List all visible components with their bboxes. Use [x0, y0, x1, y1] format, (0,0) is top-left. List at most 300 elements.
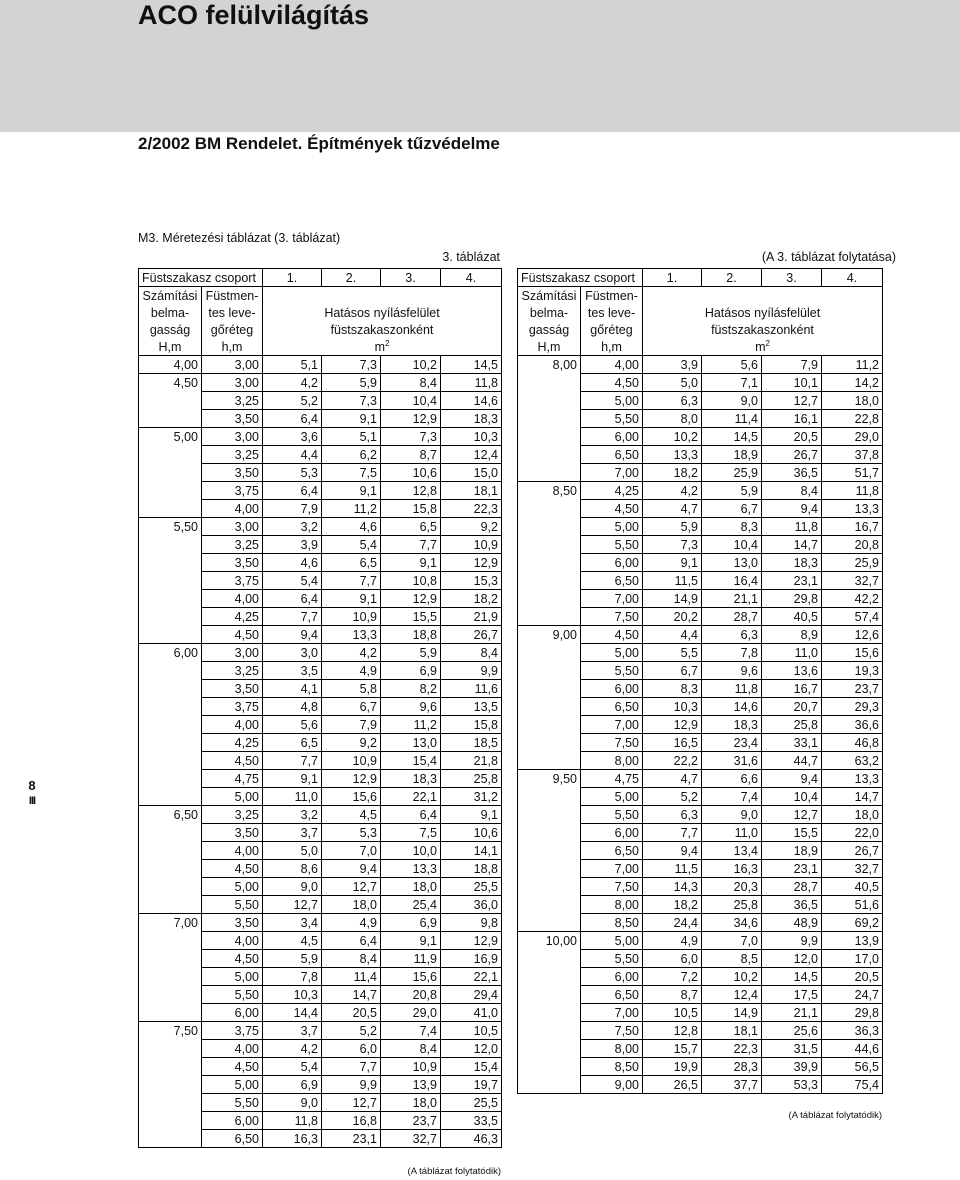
smoke-layer-cell: 3,50	[202, 410, 263, 428]
area-cell: 5,0	[643, 374, 702, 392]
table-row	[518, 1040, 883, 1058]
area-cell: 14,7	[322, 986, 381, 1004]
area-cell: 15,4	[381, 752, 441, 770]
height-cell: 9,00	[518, 626, 581, 644]
area-cell: 6,9	[381, 662, 441, 680]
area-cell: 11,2	[381, 716, 441, 734]
smoke-layer-cell: 8,50	[581, 1058, 643, 1076]
height-cell	[139, 770, 202, 788]
table-row	[139, 680, 502, 698]
area-cell: 6,5	[381, 518, 441, 536]
area-cell: 12,0	[441, 1040, 502, 1058]
table-row	[518, 518, 883, 536]
dimensioning-table-right	[517, 268, 883, 1094]
smoke-layer-cell: 3,25	[202, 536, 263, 554]
left-table-footnote: (A táblázat folytatódik)	[407, 1166, 501, 1177]
height-cell	[139, 1058, 202, 1076]
area-cell: 6,2	[322, 446, 381, 464]
col2-header-line: Füstmen-	[581, 287, 643, 305]
area-cell: 8,7	[643, 986, 702, 1004]
height-cell	[518, 554, 581, 572]
smoke-layer-cell: 6,50	[202, 1130, 263, 1148]
area-cell: 10,9	[322, 608, 381, 626]
height-cell	[518, 842, 581, 860]
area-cell: 18,9	[702, 446, 762, 464]
height-cell	[518, 860, 581, 878]
area-cell: 7,7	[322, 572, 381, 590]
area-cell: 26,7	[441, 626, 502, 644]
table-row	[139, 410, 502, 428]
table-row	[139, 752, 502, 770]
table-row	[518, 356, 883, 374]
table-row	[518, 554, 883, 572]
area-cell: 14,2	[822, 374, 883, 392]
area-cell: 9,9	[322, 1076, 381, 1094]
smoke-layer-cell: 5,00	[581, 788, 643, 806]
area-cell: 4,9	[643, 932, 702, 950]
table-row	[139, 518, 502, 536]
col1-header-line: gasság	[139, 321, 202, 338]
area-cell: 4,9	[322, 914, 381, 932]
smoke-layer-cell: 3,75	[202, 482, 263, 500]
area-cell: 18,2	[441, 590, 502, 608]
table-row	[518, 770, 883, 788]
column-header-row	[139, 287, 502, 305]
height-cell	[518, 374, 581, 392]
table-row	[139, 1076, 502, 1094]
area-cell: 29,0	[822, 428, 883, 446]
area-cell: 29,3	[822, 698, 883, 716]
smoke-layer-cell: 3,75	[202, 572, 263, 590]
area-cell: 23,1	[322, 1130, 381, 1148]
col2-header-line: h,m	[581, 338, 643, 356]
area-cell: 3,9	[643, 356, 702, 374]
height-cell	[518, 878, 581, 896]
table-row	[518, 590, 883, 608]
height-cell	[139, 788, 202, 806]
area-cell: 4,6	[263, 554, 322, 572]
group-header-row	[139, 269, 502, 287]
smoke-layer-cell: 6,00	[581, 428, 643, 446]
smoke-layer-cell: 4,50	[581, 374, 643, 392]
col1-header-line: belma-	[139, 304, 202, 321]
smoke-layer-cell: 4,25	[581, 482, 643, 500]
smoke-layer-cell: 3,00	[202, 374, 263, 392]
area-cell: 20,5	[822, 968, 883, 986]
group-header-col: 2.	[702, 269, 762, 287]
area-cell: 11,0	[702, 824, 762, 842]
area-cell: 13,0	[702, 554, 762, 572]
area-cell: 10,1	[762, 374, 822, 392]
area-cell: 37,8	[822, 446, 883, 464]
area-cell: 7,8	[702, 644, 762, 662]
area-cell: 44,6	[822, 1040, 883, 1058]
area-cell: 6,4	[381, 806, 441, 824]
area-cell: 40,5	[822, 878, 883, 896]
area-cell: 6,5	[263, 734, 322, 752]
area-cell: 13,9	[822, 932, 883, 950]
area-cell: 9,4	[322, 860, 381, 878]
height-cell	[139, 1076, 202, 1094]
area-cell: 33,1	[762, 734, 822, 752]
area-cell: 16,7	[822, 518, 883, 536]
area-cell: 4,1	[263, 680, 322, 698]
area-cell: 16,3	[702, 860, 762, 878]
table-row	[518, 950, 883, 968]
area-cell: 21,1	[762, 1004, 822, 1022]
area-cell: 23,7	[822, 680, 883, 698]
area-cell: 5,1	[322, 428, 381, 446]
smoke-layer-cell: 3,25	[202, 446, 263, 464]
table-row	[518, 1058, 883, 1076]
area-cell: 4,4	[643, 626, 702, 644]
area-cell: 18,2	[643, 464, 702, 482]
group-header-label: Füstszakasz csoport	[518, 269, 643, 287]
area-cell: 12,9	[643, 716, 702, 734]
area-cell: 18,1	[702, 1022, 762, 1040]
height-cell	[139, 734, 202, 752]
table-row	[518, 878, 883, 896]
area-cell: 7,5	[381, 824, 441, 842]
area-cell: 10,4	[762, 788, 822, 806]
area-cell: 6,3	[702, 626, 762, 644]
area-cell: 8,3	[643, 680, 702, 698]
table-row	[139, 896, 502, 914]
area-header-line: füstszakaszonként	[263, 321, 502, 338]
area-cell: 11,8	[702, 680, 762, 698]
smoke-layer-cell: 8,00	[581, 1040, 643, 1058]
area-cell: 3,7	[263, 824, 322, 842]
height-cell	[518, 752, 581, 770]
smoke-layer-cell: 5,50	[202, 1094, 263, 1112]
area-cell: 15,6	[322, 788, 381, 806]
table-row	[139, 716, 502, 734]
table-row	[518, 860, 883, 878]
area-cell: 10,3	[263, 986, 322, 1004]
area-cell: 5,4	[263, 572, 322, 590]
table-row	[139, 914, 502, 932]
area-cell: 5,2	[643, 788, 702, 806]
area-cell: 5,6	[263, 716, 322, 734]
table-row	[518, 536, 883, 554]
smoke-layer-cell: 5,00	[581, 518, 643, 536]
height-cell	[139, 932, 202, 950]
col2-header-line: tes leve-	[581, 304, 643, 321]
area-cell: 31,6	[702, 752, 762, 770]
area-cell: 7,7	[263, 752, 322, 770]
area-cell: 7,9	[762, 356, 822, 374]
table-row	[518, 572, 883, 590]
area-cell: 25,8	[762, 716, 822, 734]
area-cell: 13,0	[381, 734, 441, 752]
height-cell	[139, 950, 202, 968]
area-cell: 10,9	[441, 536, 502, 554]
area-cell: 20,5	[322, 1004, 381, 1022]
table-row	[518, 896, 883, 914]
table-row	[139, 374, 502, 392]
area-cell: 7,4	[702, 788, 762, 806]
area-cell: 32,7	[822, 860, 883, 878]
area-cell: 5,4	[263, 1058, 322, 1076]
area-cell: 25,4	[381, 896, 441, 914]
height-cell	[518, 446, 581, 464]
height-cell	[139, 464, 202, 482]
table-row	[518, 788, 883, 806]
height-cell	[139, 590, 202, 608]
area-cell: 15,4	[441, 1058, 502, 1076]
smoke-layer-cell: 4,50	[202, 1058, 263, 1076]
area-cell: 7,1	[702, 374, 762, 392]
smoke-layer-cell: 7,50	[581, 1022, 643, 1040]
smoke-layer-cell: 8,00	[581, 896, 643, 914]
right-table-caption: (A 3. táblázat folytatása)	[761, 250, 896, 264]
area-cell: 46,8	[822, 734, 883, 752]
area-cell: 9,0	[702, 806, 762, 824]
area-cell: 6,5	[322, 554, 381, 572]
area-cell: 19,7	[441, 1076, 502, 1094]
area-cell: 29,0	[381, 1004, 441, 1022]
area-cell: 12,7	[322, 878, 381, 896]
area-cell: 12,4	[702, 986, 762, 1004]
smoke-layer-cell: 6,00	[202, 1004, 263, 1022]
area-cell: 5,9	[322, 374, 381, 392]
table-row	[139, 986, 502, 1004]
column-header-row	[139, 321, 502, 338]
smoke-layer-cell: 7,00	[581, 464, 643, 482]
side-page-number: 8	[28, 778, 36, 793]
area-cell: 20,8	[381, 986, 441, 1004]
area-cell: 21,9	[441, 608, 502, 626]
area-cell: 14,7	[762, 536, 822, 554]
smoke-layer-cell: 5,50	[581, 950, 643, 968]
area-cell: 25,6	[762, 1022, 822, 1040]
table-row	[518, 806, 883, 824]
area-cell: 22,3	[441, 500, 502, 518]
table-row	[139, 950, 502, 968]
area-cell: 7,8	[263, 968, 322, 986]
area-cell: 7,3	[381, 428, 441, 446]
header-band	[0, 0, 960, 132]
area-cell: 26,7	[822, 842, 883, 860]
area-cell: 16,8	[322, 1112, 381, 1130]
area-cell: 6,4	[263, 410, 322, 428]
height-cell	[518, 1076, 581, 1094]
area-cell: 9,1	[643, 554, 702, 572]
smoke-layer-cell: 5,00	[202, 878, 263, 896]
area-cell: 10,9	[381, 1058, 441, 1076]
area-cell: 25,8	[702, 896, 762, 914]
table-row	[139, 860, 502, 878]
area-cell: 7,0	[702, 932, 762, 950]
area-cell: 8,4	[381, 374, 441, 392]
area-cell: 6,3	[643, 392, 702, 410]
table-row	[139, 968, 502, 986]
area-cell: 37,7	[702, 1076, 762, 1094]
area-cell: 6,4	[322, 932, 381, 950]
unit-label: m	[755, 339, 766, 354]
area-cell: 9,1	[263, 770, 322, 788]
smoke-layer-cell: 4,00	[202, 500, 263, 518]
area-cell: 32,7	[822, 572, 883, 590]
left-table-caption: 3. táblázat	[442, 250, 500, 264]
area-cell: 7,7	[263, 608, 322, 626]
area-cell: 9,2	[322, 734, 381, 752]
area-cell: 28,7	[762, 878, 822, 896]
smoke-layer-cell: 3,00	[202, 644, 263, 662]
area-cell: 7,3	[643, 536, 702, 554]
area-cell: 7,2	[643, 968, 702, 986]
height-cell	[139, 680, 202, 698]
column-header-row	[518, 287, 883, 305]
group-header-col: 3.	[762, 269, 822, 287]
area-cell: 4,2	[322, 644, 381, 662]
table-row	[518, 932, 883, 950]
area-cell: 21,1	[702, 590, 762, 608]
area-cell: 41,0	[441, 1004, 502, 1022]
table-row	[139, 392, 502, 410]
smoke-layer-cell: 3,50	[202, 680, 263, 698]
area-cell: 12,9	[441, 932, 502, 950]
table-row	[518, 1022, 883, 1040]
table-row	[139, 644, 502, 662]
height-cell	[518, 734, 581, 752]
smoke-layer-cell: 5,50	[202, 986, 263, 1004]
column-header-row	[518, 338, 883, 356]
area-cell: 8,9	[762, 626, 822, 644]
group-header-col: 3.	[381, 269, 441, 287]
area-cell: 18,3	[702, 716, 762, 734]
smoke-layer-cell: 8,00	[581, 752, 643, 770]
area-cell: 8,4	[381, 1040, 441, 1058]
area-cell: 9,0	[702, 392, 762, 410]
area-cell: 8,5	[702, 950, 762, 968]
smoke-layer-cell: 4,50	[202, 626, 263, 644]
area-cell: 4,5	[263, 932, 322, 950]
right-table-body	[518, 356, 883, 1094]
area-cell: 7,0	[322, 842, 381, 860]
area-cell: 9,1	[322, 482, 381, 500]
area-cell: 11,5	[643, 572, 702, 590]
area-cell: 18,8	[381, 626, 441, 644]
area-cell: 69,2	[822, 914, 883, 932]
area-cell: 23,4	[702, 734, 762, 752]
table-row	[139, 1004, 502, 1022]
area-cell: 5,9	[263, 950, 322, 968]
area-cell: 14,7	[822, 788, 883, 806]
height-cell: 6,50	[139, 806, 202, 824]
smoke-layer-cell: 3,25	[202, 806, 263, 824]
smoke-layer-cell: 4,00	[202, 1040, 263, 1058]
area-cell: 11,0	[263, 788, 322, 806]
height-cell: 5,50	[139, 518, 202, 536]
area-cell: 25,5	[441, 878, 502, 896]
table-row	[518, 914, 883, 932]
area-cell: 15,0	[441, 464, 502, 482]
area-cell: 12,0	[762, 950, 822, 968]
area-cell: 5,1	[263, 356, 322, 374]
area-cell: 46,3	[441, 1130, 502, 1148]
area-cell: 63,2	[822, 752, 883, 770]
table-row	[139, 788, 502, 806]
area-cell: 5,3	[322, 824, 381, 842]
group-header-label: Füstszakasz csoport	[139, 269, 263, 287]
area-cell: 25,5	[441, 1094, 502, 1112]
area-cell: 14,9	[702, 1004, 762, 1022]
area-cell: 3,2	[263, 806, 322, 824]
height-cell	[518, 518, 581, 536]
area-cell: 13,9	[381, 1076, 441, 1094]
area-cell: 31,5	[762, 1040, 822, 1058]
height-cell	[518, 716, 581, 734]
table-row	[139, 500, 502, 518]
height-cell	[518, 950, 581, 968]
height-cell	[518, 1058, 581, 1076]
area-cell: 28,7	[702, 608, 762, 626]
area-cell: 22,2	[643, 752, 702, 770]
area-cell: 5,2	[322, 1022, 381, 1040]
area-cell: 32,7	[381, 1130, 441, 1148]
col2-header-line: h,m	[202, 338, 263, 356]
smoke-layer-cell: 7,00	[581, 716, 643, 734]
table-row	[139, 572, 502, 590]
smoke-layer-cell: 3,00	[202, 428, 263, 446]
area-cell: 9,9	[762, 932, 822, 950]
smoke-layer-cell: 4,50	[202, 752, 263, 770]
area-cell: 7,3	[322, 356, 381, 374]
area-cell: 6,3	[643, 806, 702, 824]
height-cell	[518, 572, 581, 590]
height-cell: 6,00	[139, 644, 202, 662]
area-cell: 6,4	[263, 590, 322, 608]
table-row	[518, 428, 883, 446]
table-row	[518, 392, 883, 410]
area-cell: 6,7	[702, 500, 762, 518]
height-cell	[139, 1112, 202, 1130]
area-cell: 5,3	[263, 464, 322, 482]
smoke-layer-cell: 4,50	[202, 860, 263, 878]
smoke-layer-cell: 4,50	[581, 500, 643, 518]
area-cell: 10,4	[702, 536, 762, 554]
area-cell: 16,3	[263, 1130, 322, 1148]
table-row	[518, 500, 883, 518]
area-cell: 14,5	[762, 968, 822, 986]
table-row	[139, 1130, 502, 1148]
table-row	[518, 698, 883, 716]
area-cell: 4,2	[263, 1040, 322, 1058]
area-unit	[263, 338, 502, 356]
group-header-col: 4.	[822, 269, 883, 287]
smoke-layer-cell: 6,50	[581, 986, 643, 1004]
area-cell: 3,4	[263, 914, 322, 932]
area-cell: 10,8	[381, 572, 441, 590]
area-cell: 5,9	[702, 482, 762, 500]
height-cell	[139, 896, 202, 914]
smoke-layer-cell: 4,00	[581, 356, 643, 374]
area-cell: 20,7	[762, 698, 822, 716]
area-cell: 16,9	[441, 950, 502, 968]
area-cell: 9,4	[263, 626, 322, 644]
area-cell: 9,1	[441, 806, 502, 824]
smoke-layer-cell: 6,00	[581, 554, 643, 572]
area-cell: 6,9	[263, 1076, 322, 1094]
area-cell: 14,6	[441, 392, 502, 410]
smoke-layer-cell: 5,50	[581, 536, 643, 554]
smoke-layer-cell: 4,25	[202, 734, 263, 752]
area-cell: 5,0	[263, 842, 322, 860]
area-cell: 11,5	[643, 860, 702, 878]
height-cell: 7,50	[139, 1022, 202, 1040]
area-cell: 75,4	[822, 1076, 883, 1094]
